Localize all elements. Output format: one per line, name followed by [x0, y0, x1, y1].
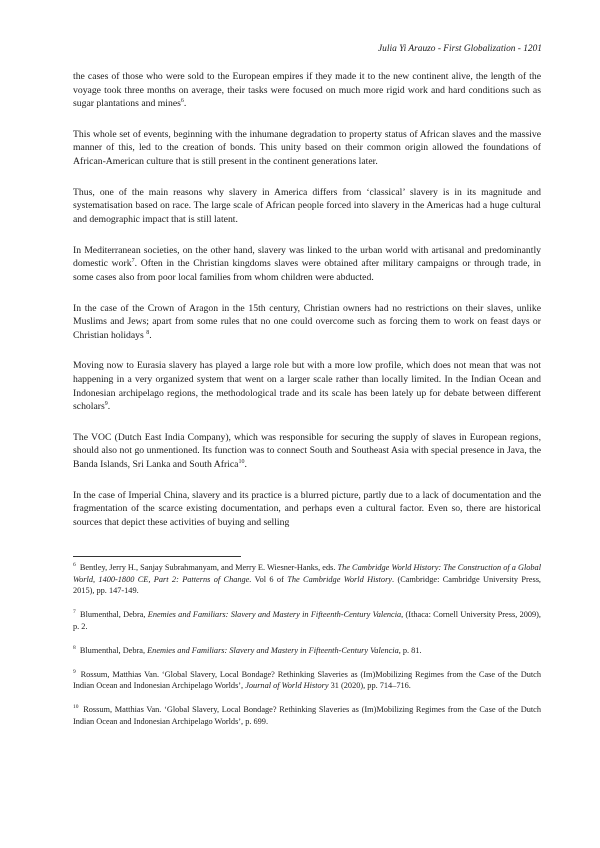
paragraph: In the case of the Crown of Aragon in the 15th century, Christian owners had no restrictions on their slaves, unlike Muslims and Jews; apart from some rules that no one could overcome such as forcing them to work on feast days or Christian holidays $^8$. [73, 302, 541, 341]
running-header: Julia Yi Arauzo - First Globalization - 1201 [378, 44, 542, 54]
footnote-ref[interactable]: 6 [180, 97, 184, 104]
footnote: $^7$ Blumenthal, Debra, Enemies and Familiars: Slavery and Mastery in Fifteenth-Century Valencia, (Ithaca: Cornell University Press, 2009), p. 2. [73, 609, 541, 631]
footnotes [73, 562, 541, 740]
body-text [73, 70, 541, 547]
footnote: $^{10}$ Rossum, Matthias Van. ‘Global Slavery, Local Bondage? Rethinking Slaveries as (Im)Mobilizing Regimes from the Case of the Dutch Indian Ocean and Indonesian Archipelago Worlds’, p. 699. [73, 704, 542, 726]
paragraph: Moving now to Eurasia slavery has played a large role but with a more low profile, which does not mean that was not happening in a very organized system that went on a larger scale rather than locally limited. In the Indian Ocean and Indonesian archipelago regions, the methodological trade and its scale has been lately up for debate between different scholars$^9$. [73, 360, 541, 413]
paragraph: This whole set of events, beginning with the inhumane degradation to property status of African slaves and the massive manner of this, led to the creation of bonds. This unity based on their common origin allowed the foundations of African-American culture that is still present in the continent generations later. [73, 128, 541, 168]
footnote: $^6$ Bentley, Jerry H., Sanjay Subrahmanyam, and Merry E. Wiesner-Hanks, eds. The Cambridge World History: The Construction of a Global World, 1400-1800 CE, Part 2: Patterns of Change. Vol 6 of The Cambridge World History. (Cambridge: Cambridge University Press, 2015), pp. 147-149. [73, 562, 542, 595]
paragraph: Thus, one of the main reasons why slavery in America differs from ‘classical’ slavery is in its magnitude and systematisation based on race. The large scale of African people forced into slavery in the Americas had a huge cultural and demographic impact that is still latent. [73, 186, 541, 225]
paragraph: the cases of those who were sold to the European empires if they made it to the new continent alive, the length of the voyage took three months on average, their tasks were focused on much more rigid work and hard conditions such as sugar plantations and mines$^6$. [73, 71, 541, 110]
footnote: $^9$ Rossum, Matthias Van. ‘Global Slavery, Local Bondage? Rethinking Slaveries as (Im)Mobilizing Regimes from the Case of the Dutch Indian Ocean and Indonesian Archipelago Worlds’, Journal of World History 31 (2020), pp. 714–716. [73, 668, 541, 690]
footnote-ref[interactable]: 7 [131, 257, 135, 264]
footnote-ref[interactable]: 8 [146, 329, 150, 336]
paragraph: The VOC (Dutch East India Company), which was responsible for securing the supply of slaves in European regions, should also not go unmentioned. Its function was to connect South and Southeast Asia with special presence in Java, the Banda Islands, Sri Lanka and South Africa$^{10}$. [73, 431, 541, 471]
footnote-ref[interactable]: 10 [238, 458, 245, 465]
footnote: $^8$ Blumenthal, Debra, Enemies and Familiars: Slavery and Mastery in Fifteenth-Century Valencia, p. 81. [73, 644, 422, 655]
paragraph: In Mediterranean societies, on the other hand, slavery was linked to the urban world with artisanal and predominantly domestic work$^7$. Often in the Christian kingdoms slaves were obtained after military campaigns or through trade, in some cases also from poor local families from whom children were abducted. [73, 244, 541, 283]
footnote-separator [73, 556, 241, 557]
paragraph: In the case of Imperial China, slavery and its practice is a blurred picture, partly due to a lack of documentation and the fragmentation of the scarce existing documentation, and perhaps even a cultural factor. Even so, there are historical sources that depict these activities of buying and selling [73, 489, 541, 528]
footnote-ref[interactable]: 9 [104, 400, 108, 407]
